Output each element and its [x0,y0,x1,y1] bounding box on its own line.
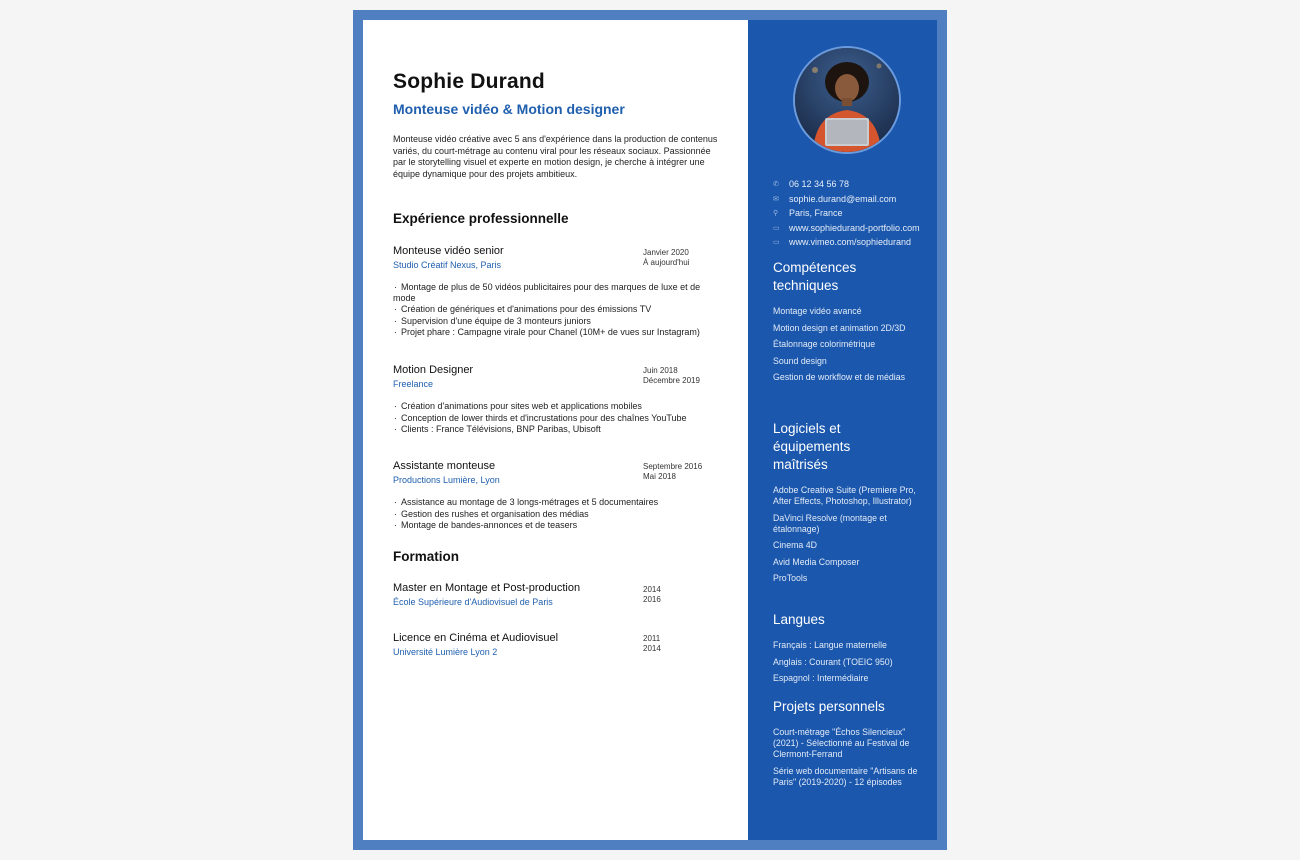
job-bullet: · Supervision d'une équipe de 3 monteurs juniors [393,316,718,327]
languages-heading: Langues [773,612,825,627]
job-bullet: · Clients : France Télévisions, BNP Paribas, Ubisoft [393,424,718,435]
education-heading: Formation [393,549,459,564]
school-name: École Supérieure d'Audiovisuel de Paris [393,597,553,607]
job-company: Productions Lumière, Lyon [393,475,500,485]
contact-text: 06 12 34 56 78 [789,179,850,190]
contact-phone [773,177,920,192]
profile-photo [793,46,901,154]
profile-summary: Monteuse vidéo créative avec 5 ans d'expérience dans la production de contenus variés, du court-métrage au contenu viral pour les réseaux sociaux. Passionnée par le storytelling visuel et experte en motion design, je cherche à intégrer une équipe dynamique pour des projets ambitieux. [393,134,718,179]
software-item: ProTools [773,573,808,583]
project-item: Série web documentaire "Artisans de Paris" (2019-2020) - 12 épisodes [773,765,918,787]
job-bullet: · Assistance au montage de 3 longs-métrages et 5 documentaires [393,497,718,508]
skill-item: Montage vidéo avancé [773,306,862,316]
projects-list [773,727,923,793]
job-bullet: · Projet phare : Campagne virale pour Chanel (10M+ de vues sur Instagram) [393,327,718,338]
location-icon: ⚲ [773,210,779,218]
job-bullet: · Montage de bandes-annonces et de teasers [393,520,718,531]
job-bullets [393,401,718,436]
experience-heading: Expérience professionnelle [393,211,569,226]
contact-text: Paris, France [789,208,843,219]
job-dates [643,248,689,268]
job-end-date: Mai 2018 [643,472,676,481]
job-company: Studio Créatif Nexus, Paris [393,260,502,270]
job-start-date: Juin 2018 [643,366,678,375]
skills-list [773,306,913,389]
contact-location [773,206,920,221]
job-title: Monteuse vidéo senior [393,245,504,257]
education-end: 2016 [643,595,661,604]
education-start: 2011 [643,634,661,643]
job-dates [643,366,700,386]
job-bullets [393,282,718,339]
job-end-date: Décembre 2019 [643,376,700,385]
contact-vimeo[interactable] [773,235,920,250]
job-company: Freelance [393,379,434,389]
software-item: DaVinci Resolve (montage et étalonnage) [773,512,887,534]
job-bullet: · Création d'animations pour sites web et applications mobiles [393,401,718,412]
laptop-icon: ▭ [773,239,780,247]
laptop-icon: ▭ [773,224,780,232]
skills-heading: Compétences techniques [773,260,857,293]
education-dates [643,585,661,605]
language-item: Français : Langue maternelle [773,640,887,650]
language-item: Anglais : Courant (TOEIC 950) [773,656,893,667]
degree-title: Master en Montage et Post-production [393,582,581,594]
portrait-illustration [795,48,899,152]
degree-title: Licence en Cinéma et Audiovisuel [393,632,559,644]
languages-list [773,640,923,690]
contact-text: www.sophiedurand-portfolio.com [789,222,920,233]
skill-item: Étalonnage colorimétrique [773,339,876,349]
contact-text: www.vimeo.com/sophiedurand [789,237,912,248]
project-item: Court-métrage "Échos Silencieux" (2021) - Sélectionné au Festival de Clermont-Ferrand [773,727,910,759]
contact-email[interactable] [773,192,920,207]
job-bullet: · Création de génériques et d'animations pour des émissions TV [393,304,718,315]
projects-heading: Projets personnels [773,699,885,714]
job-bullet: · Gestion des rushes et organisation des médias [393,509,718,520]
software-heading: Logiciels et équipements maîtrisés [773,421,851,472]
job-start-date: Janvier 2020 [643,248,689,257]
skill-item: Motion design et animation 2D/3D [773,322,906,333]
job-title: Assistante monteuse [393,460,496,472]
software-item: Adobe Creative Suite (Premiere Pro, After Effects, Photoshop, Illustrator) [773,485,916,506]
job-dates [643,462,702,482]
phone-icon: ✆ [773,181,779,189]
language-item: Espagnol : Intermédiaire [773,673,869,683]
contact-list [773,177,920,250]
education-start: 2014 [643,585,661,594]
job-bullet: · Conception de lower thirds et d'incrustations pour des chaînes YouTube [393,413,718,424]
software-item: Avid Media Composer [773,556,860,567]
candidate-name: Sophie Durand [393,70,545,93]
education-end: 2014 [643,644,661,653]
job-start-date: Septembre 2016 [643,462,703,471]
software-item: Cinema 4D [773,540,818,550]
education-dates [643,634,661,654]
candidate-role: Monteuse vidéo & Motion designer [393,101,625,117]
contact-text: sophie.durand@email.com [789,193,897,204]
mail-icon: ✉ [773,195,779,203]
skill-item: Sound design [773,355,827,366]
job-title: Motion Designer [393,364,474,376]
job-end-date: À aujourd'hui [643,258,690,267]
software-list [773,485,918,590]
job-bullet: · Montage de plus de 50 vidéos publicitaires pour des marques de luxe et de mode [393,282,718,303]
job-bullets [393,497,718,532]
contact-portfolio[interactable] [773,221,920,236]
skill-item: Gestion de workflow et de médias [773,372,906,382]
school-name: Université Lumière Lyon 2 [393,647,498,657]
